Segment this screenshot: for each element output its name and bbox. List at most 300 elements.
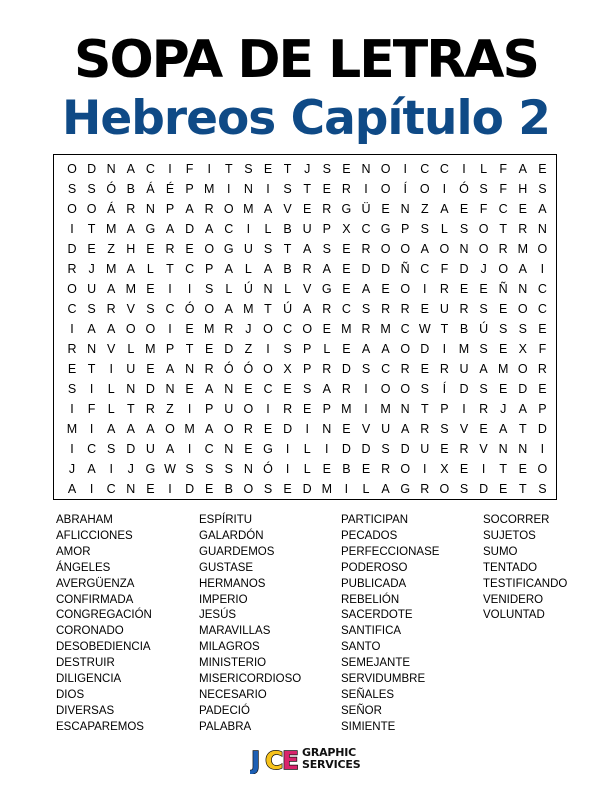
word-list-item: SEÑALES <box>341 688 395 701</box>
word-list-item: HERMANOS <box>199 577 266 590</box>
word-list-item: VOLUNTAD <box>483 609 545 622</box>
grid-letter: E <box>420 301 429 316</box>
grid-letter: R <box>518 221 528 236</box>
grid-letter: U <box>302 221 312 236</box>
grid-letter: S <box>263 241 273 256</box>
word-list-item: PUBLICADA <box>341 577 407 590</box>
grid-letter: C <box>537 281 547 296</box>
grid-row <box>54 479 556 499</box>
word-list-item: MINISTERIO <box>199 657 267 670</box>
grid-letter: R <box>341 381 351 396</box>
grid-letter: A <box>538 201 547 216</box>
word-list-item: SIMIENTE <box>341 720 396 733</box>
logo-line2: SERVICES <box>302 757 361 771</box>
grid-letter: D <box>420 341 430 356</box>
grid-letter: B <box>224 481 233 496</box>
grid-letter: O <box>243 401 254 416</box>
grid-letter: O <box>400 461 411 476</box>
grid-letter: M <box>203 321 215 336</box>
grid-letter: U <box>87 281 97 296</box>
grid-letter: T <box>87 221 96 236</box>
grid-letter: E <box>283 481 292 496</box>
grid-letter: M <box>105 261 117 276</box>
grid-letter: P <box>205 401 214 416</box>
grid-letter: E <box>479 421 488 436</box>
grid-letter: W <box>418 321 431 336</box>
grid-letter: N <box>87 341 97 356</box>
grid-letter: H <box>518 181 528 196</box>
grid-letter: M <box>458 341 470 356</box>
grid-letter: R <box>204 201 214 216</box>
grid-letter: E <box>244 381 253 396</box>
grid-letter: Ü <box>361 201 371 216</box>
grid-letter: J <box>127 461 134 476</box>
grid-letter: N <box>518 441 528 456</box>
word-list-item: DESOBEDIENCIA <box>56 641 151 654</box>
grid-letter: M <box>380 401 391 416</box>
grid-letter: T <box>440 321 449 336</box>
grid-letter: N <box>322 421 332 436</box>
grid-letter: I <box>442 181 447 196</box>
grid-letter: T <box>518 481 527 496</box>
grid-letter: Z <box>244 341 253 356</box>
grid-letter: L <box>440 221 448 236</box>
grid-letter: P <box>322 221 331 236</box>
grid-letter: L <box>264 221 272 236</box>
grid-letter: A <box>165 441 175 456</box>
grid-letter: E <box>342 341 351 356</box>
grid-letter: Ó <box>106 181 117 196</box>
grid-letter: A <box>107 321 116 336</box>
grid-letter: M <box>341 321 352 336</box>
grid-letter: O <box>380 381 391 396</box>
grid-letter: R <box>420 421 430 436</box>
word-list-item: AMOR <box>56 545 91 558</box>
grid-letter: C <box>67 301 77 316</box>
word-column <box>56 513 152 736</box>
grid-letter: Ñ <box>400 261 410 276</box>
grid-letter: J <box>68 461 76 476</box>
grid-letter: T <box>420 401 429 416</box>
grid-letter: I <box>344 481 349 496</box>
grid-letter: M <box>380 321 391 336</box>
grid-letter: F <box>479 201 488 216</box>
grid-letter: Á <box>107 201 116 216</box>
grid-letter: E <box>185 241 194 256</box>
grid-letter: I <box>266 181 270 196</box>
grid-letter: L <box>127 341 135 356</box>
grid-letter: R <box>322 361 332 376</box>
grid-letter: O <box>223 201 234 216</box>
grid-letter: P <box>165 201 175 216</box>
grid-letter: O <box>419 181 430 196</box>
grid-letter: O <box>380 161 391 176</box>
grid-letter: N <box>537 221 547 236</box>
grid-letter: D <box>283 421 293 436</box>
grid-letter: S <box>146 301 155 316</box>
grid-letter: E <box>67 361 77 376</box>
svg-text:J: J <box>251 746 261 774</box>
grid-letter: N <box>400 201 410 216</box>
grid-letter: I <box>266 401 270 416</box>
grid-letter: S <box>440 421 449 436</box>
grid-letter: L <box>146 261 154 276</box>
grid-letter: E <box>518 461 527 476</box>
grid-letter: D <box>224 341 234 356</box>
grid-letter: M <box>66 421 78 436</box>
grid-letter: S <box>244 161 253 176</box>
grid-letter: D <box>459 261 469 276</box>
grid-letter: I <box>462 401 466 416</box>
grid-letter: R <box>67 341 77 356</box>
grid-letter: Í <box>442 381 447 396</box>
grid-letter: S <box>499 321 508 336</box>
grid-letter: E <box>459 461 469 476</box>
grid-letter: L <box>303 441 311 456</box>
grid-letter: U <box>439 301 449 316</box>
grid-letter: E <box>342 421 351 436</box>
grid-letter: E <box>263 421 273 436</box>
grid-letter: V <box>361 421 371 436</box>
grid-letter: N <box>361 161 371 176</box>
grid-letter: O <box>517 301 528 316</box>
grid-letter: C <box>185 261 195 276</box>
grid-letter: E <box>342 261 351 276</box>
grid-letter: M <box>184 421 195 436</box>
grid-letter: D <box>400 441 410 456</box>
grid-letter: T <box>499 221 507 236</box>
grid-letter: G <box>400 481 411 496</box>
grid-letter: I <box>540 261 545 276</box>
grid-letter: O <box>263 321 273 336</box>
grid-letter: E <box>303 401 312 416</box>
grid-letter: A <box>381 341 390 356</box>
grid-letter: R <box>322 201 332 216</box>
grid-row <box>54 219 556 239</box>
grid-letter: I <box>305 421 309 436</box>
grid-letter: R <box>400 361 410 376</box>
letter-grid <box>53 154 557 500</box>
grid-letter: S <box>459 221 469 236</box>
grid-letter: E <box>146 241 155 256</box>
grid-letter: S <box>538 181 547 196</box>
grid-letter: I <box>109 361 113 376</box>
grid-letter: Z <box>420 201 429 216</box>
grid-letter: R <box>439 281 449 296</box>
word-list-item: PERFECCIONASE <box>341 545 440 558</box>
grid-letter: A <box>263 201 273 216</box>
grid-letter: P <box>440 401 449 416</box>
grid-letter: M <box>125 281 136 296</box>
grid-letter: X <box>283 361 292 376</box>
grid-letter: E <box>381 201 390 216</box>
grid-letter: R <box>381 301 391 316</box>
word-column <box>483 513 567 624</box>
grid-letter: O <box>400 341 411 356</box>
word-list-item: AFLICCIONES <box>56 529 133 542</box>
grid-letter: Ó <box>243 361 254 376</box>
grid-letter: N <box>498 441 508 456</box>
grid-letter: V <box>479 441 488 456</box>
grid-letter: O <box>400 281 411 296</box>
grid-letter: T <box>87 361 96 376</box>
grid-letter: N <box>165 381 175 396</box>
grid-letter: O <box>517 361 528 376</box>
grid-letter: N <box>224 381 234 396</box>
grid-letter: C <box>341 301 351 316</box>
grid-letter: M <box>105 221 117 236</box>
grid-letter: C <box>439 161 449 176</box>
grid-letter: P <box>401 221 410 236</box>
word-column <box>199 513 301 736</box>
grid-letter: A <box>146 421 155 436</box>
grid-letter: L <box>107 401 115 416</box>
grid-letter: N <box>106 161 116 176</box>
grid-letter: D <box>537 421 547 436</box>
grid-letter: M <box>243 201 254 216</box>
word-list-item: SEMEJANTE <box>341 657 411 670</box>
grid-letter: A <box>263 261 273 276</box>
grid-letter: D <box>361 261 371 276</box>
grid-letter: R <box>459 301 469 316</box>
grid-letter: B <box>459 321 469 336</box>
grid-letter: S <box>538 481 547 496</box>
grid-letter: G <box>380 221 391 236</box>
svg-text:E: E <box>282 746 300 774</box>
grid-letter: N <box>243 461 253 476</box>
grid-row <box>54 199 556 219</box>
grid-letter: X <box>342 221 351 236</box>
grid-row <box>54 319 556 339</box>
grid-letter: S <box>87 181 96 196</box>
grid-letter: D <box>518 381 528 396</box>
grid-letter: C <box>224 221 234 236</box>
grid-letter: E <box>185 321 194 336</box>
grid-letter: O <box>439 241 450 256</box>
grid-letter: A <box>205 381 214 396</box>
grid-letter: J <box>245 321 252 336</box>
word-list-item: IMPERIO <box>199 593 248 606</box>
grid-letter: R <box>322 301 332 316</box>
word-list-item: PADECIÓ <box>199 704 250 717</box>
grid-letter: E <box>342 161 351 176</box>
word-list-item: CONGREGACIÓN <box>56 609 152 622</box>
grid-letter: L <box>225 281 233 296</box>
grid-letter: M <box>321 481 332 496</box>
grid-letter: Í <box>403 181 407 196</box>
grid-letter: S <box>361 361 371 376</box>
grid-letter: C <box>145 161 155 176</box>
grid-letter: R <box>243 421 253 436</box>
grid-letter: Ó <box>184 301 195 316</box>
grid-letter: O <box>204 301 215 316</box>
grid-letter: J <box>304 161 311 176</box>
grid-letter: Ó <box>223 361 234 376</box>
grid-letter: W <box>164 461 176 476</box>
word-list-item: DILIGENCIA <box>56 673 122 686</box>
grid-letter: S <box>303 381 312 396</box>
grid-letter: M <box>517 241 528 256</box>
grid-letter: E <box>303 201 312 216</box>
grid-letter: O <box>302 321 313 336</box>
grid-letter: I <box>168 481 172 496</box>
grid-letter: A <box>126 161 135 176</box>
grid-letter: E <box>322 181 331 196</box>
grid-letter: E <box>146 361 155 376</box>
page-title: SOPA DE LETRAS <box>74 30 538 90</box>
grid-letter: L <box>323 341 331 356</box>
word-list-item: AVERGÜENZA <box>56 577 135 590</box>
grid-letter: C <box>420 161 430 176</box>
grid-letter: O <box>537 461 548 476</box>
grid-letter: A <box>518 261 527 276</box>
logo-line1: GRAPHIC <box>302 746 357 759</box>
grid-letter: E <box>322 321 331 336</box>
grid-letter: O <box>125 321 136 336</box>
grid-letter: A <box>107 421 116 436</box>
grid-letter: R <box>361 241 371 256</box>
grid-letter: E <box>342 241 351 256</box>
grid-letter: S <box>87 301 96 316</box>
grid-letter: T <box>499 461 507 476</box>
grid-letter: A <box>499 421 508 436</box>
grid-row <box>54 159 556 179</box>
grid-letter: Ó <box>263 461 273 476</box>
grid-letter: G <box>263 441 273 456</box>
grid-letter: I <box>207 161 211 176</box>
grid-letter: B <box>283 221 292 236</box>
word-list-item: DESTRUIR <box>56 657 115 670</box>
grid-letter: R <box>381 461 391 476</box>
grid-letter: C <box>400 321 410 336</box>
grid-letter: E <box>479 281 488 296</box>
grid-letter: Ó <box>459 181 469 196</box>
word-list-item: ESCAPAREMOS <box>56 720 144 733</box>
grid-letter: D <box>341 441 351 456</box>
grid-letter: R <box>283 401 293 416</box>
grid-letter: I <box>246 221 251 236</box>
grid-letter: I <box>187 281 192 296</box>
grid-letter: A <box>401 421 410 436</box>
grid-letter: N <box>518 281 528 296</box>
word-list-item: CORONADO <box>56 625 124 638</box>
grid-letter: T <box>126 401 135 416</box>
word-list-item: SUMO <box>483 545 518 558</box>
grid-letter: E <box>499 381 508 396</box>
word-list-item: PALABRA <box>199 720 252 733</box>
grid-letter: R <box>302 261 312 276</box>
grid-letter: E <box>499 341 508 356</box>
grid-letter: V <box>283 201 292 216</box>
grid-letter: D <box>67 241 77 256</box>
word-list-item: CONFIRMADA <box>56 593 134 606</box>
grid-letter: R <box>341 181 351 196</box>
grid-letter: A <box>518 401 527 416</box>
grid-letter: E <box>283 381 292 396</box>
grid-letter: R <box>106 301 116 316</box>
grid-letter: O <box>400 381 411 396</box>
grid-letter: O <box>67 201 77 216</box>
grid-letter: O <box>67 281 77 296</box>
grid-letter: N <box>185 361 195 376</box>
grid-letter: Ñ <box>498 281 508 296</box>
grid-letter: D <box>185 221 195 236</box>
grid-letter: C <box>165 301 175 316</box>
grid-letter: M <box>341 401 352 416</box>
word-list-item: ESPÍRITU <box>199 514 253 526</box>
grid-letter: S <box>361 301 371 316</box>
grid-row <box>54 259 556 279</box>
grid-letter: G <box>223 241 234 256</box>
word-list-item: DIVERSAS <box>56 704 115 717</box>
grid-letter: P <box>322 401 331 416</box>
grid-letter: T <box>264 301 272 316</box>
grid-letter: E <box>538 321 547 336</box>
grid-letter: S <box>479 181 488 196</box>
grid-letter: I <box>187 441 192 456</box>
grid-letter: R <box>459 441 469 456</box>
grid-letter: N <box>224 441 234 456</box>
grid-letter: I <box>168 161 172 176</box>
word-list-item: PECADOS <box>341 529 398 542</box>
grid-letter: D <box>341 361 351 376</box>
grid-letter: A <box>107 281 116 296</box>
logo-wordmark <box>302 747 360 770</box>
grid-letter: U <box>224 401 234 416</box>
grid-letter: T <box>283 241 292 256</box>
word-list-item: GUARDEMOS <box>199 545 275 558</box>
word-list-item: SOCORRER <box>483 514 550 526</box>
grid-letter: A <box>224 261 233 276</box>
grid-letter: E <box>342 281 351 296</box>
word-list-item: SUJETOS <box>483 529 536 542</box>
grid-letter: E <box>499 301 508 316</box>
grid-letter: R <box>204 361 214 376</box>
grid-row <box>54 419 556 439</box>
svg-text:C: C <box>265 746 284 774</box>
grid-letter: S <box>263 481 273 496</box>
grid-letter: A <box>440 201 449 216</box>
word-list-item: SEÑOR <box>341 704 382 717</box>
word-column <box>341 513 439 736</box>
grid-letter: L <box>244 261 252 276</box>
grid-letter: T <box>224 161 233 176</box>
word-list-item: TENTADO <box>483 561 538 574</box>
grid-letter: C <box>498 201 508 216</box>
grid-letter: A <box>205 421 214 436</box>
grid-letter: M <box>145 341 156 356</box>
grid-letter: R <box>479 401 489 416</box>
grid-letter: X <box>440 461 449 476</box>
grid-letter: T <box>166 261 174 276</box>
word-list-item: ABRAHAM <box>56 514 113 526</box>
grid-letter: R <box>537 361 547 376</box>
grid-letter: I <box>285 461 290 476</box>
grid-letter: A <box>322 261 331 276</box>
grid-letter: E <box>146 281 155 296</box>
grid-letter: S <box>479 301 488 316</box>
grid-letter: I <box>325 441 329 456</box>
grid-letter: E <box>518 201 527 216</box>
grid-letter: P <box>303 361 312 376</box>
grid-letter: A <box>126 421 135 436</box>
grid-letter: P <box>538 401 547 416</box>
grid-letter: N <box>459 241 469 256</box>
grid-letter: J <box>480 261 487 276</box>
grid-letter: E <box>538 381 547 396</box>
grid-letter: U <box>420 441 430 456</box>
grid-letter: O <box>165 421 175 436</box>
